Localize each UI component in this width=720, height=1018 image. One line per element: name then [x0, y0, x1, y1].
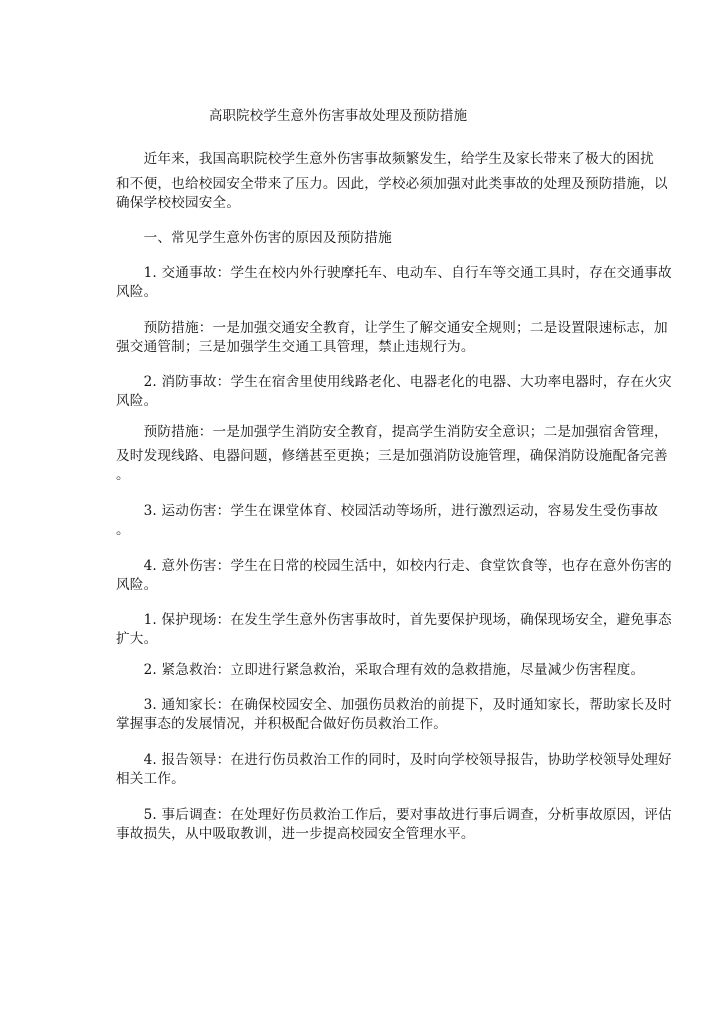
- paragraph-line: 扩大。: [116, 631, 158, 647]
- paragraph-line: 确保学校校园安全。: [116, 195, 241, 211]
- paragraph-line: 预防措施：一是加强交通安全教育，让学生了解交通安全规则；二是设置限速标志，加: [116, 320, 668, 336]
- paragraph-line: 4. 报告领导：在进行伤员救治工作的同时，及时向学校领导报告，协助学校领导处理好: [116, 752, 672, 768]
- paragraph-line: 掌握事态的发展情况，并积极配合做好伤员救治工作。: [116, 716, 448, 732]
- paragraph-line: 风险。: [116, 284, 158, 300]
- paragraph-line: 事故损失，从中吸取教训，进一步提高校园安全管理水平。: [116, 826, 475, 842]
- paragraph-line: 预防措施：一是加强学生消防安全教育，提高学生消防安全意识；二是加强宿舍管理，: [116, 424, 668, 440]
- paragraph-line: 5. 事后调查：在处理好伤员救治工作后，要对事故进行事后调查，分析事故原因，评估: [116, 807, 672, 823]
- paragraph-line: 强交通管制；三是加强学生交通工具管理，禁止违规行为。: [116, 339, 475, 355]
- paragraph-line: 及时发现线路、电器问题，修缮甚至更换；三是加强消防设施管理，确保消防设施配备完善: [116, 448, 668, 464]
- paragraph-line: 风险。: [116, 393, 158, 409]
- paragraph-line: 和不便，也给校园安全带来了压力。因此，学校必须加强对此类事故的处理及预防措施，以: [116, 176, 668, 192]
- paragraph-line: 1. 交通事故：学生在校内外行驶摩托车、电动车、自行车等交通工具时，存在交通事故: [116, 265, 672, 281]
- paragraph-line: 3. 运动伤害：学生在课堂体育、校园活动等场所，进行激烈运动，容易发生受伤事故: [116, 503, 659, 519]
- paragraph-line: 1. 保护现场：在发生学生意外伤害事故时，首先要保护现场，确保现场安全，避免事态: [116, 612, 672, 628]
- paragraph-line: 2. 消防事故：学生在宿舍里使用线路老化、电器老化的电器、大功率电器时，存在火灾: [116, 374, 672, 390]
- paragraph-line: 3. 通知家长：在确保校园安全、加强伤员救治的前提下，及时通知家长，帮助家长及时: [116, 697, 672, 713]
- page-title: 高职院校学生意外伤害事故处理及预防措施: [209, 109, 468, 124]
- section-heading: 一、常见学生意外伤害的原因及预防措施: [116, 230, 392, 246]
- paragraph-line: 4. 意外伤害：学生在日常的校园生活中，如校内行走、食堂饮食等，也存在意外伤害的: [116, 558, 672, 574]
- paragraph-line: 2. 紧急救治：立即进行紧急救治，采取合理有效的急救措施，尽量减少伤害程度。: [116, 662, 645, 678]
- paragraph-line: 。: [116, 467, 130, 483]
- paragraph-line: 风险。: [116, 577, 158, 593]
- paragraph-line: 近年来，我国高职院校学生意外伤害事故频繁发生，给学生及家长带来了极大的困扰: [116, 151, 654, 167]
- paragraph-line: 相关工作。: [116, 771, 185, 787]
- paragraph-line: 。: [116, 522, 130, 538]
